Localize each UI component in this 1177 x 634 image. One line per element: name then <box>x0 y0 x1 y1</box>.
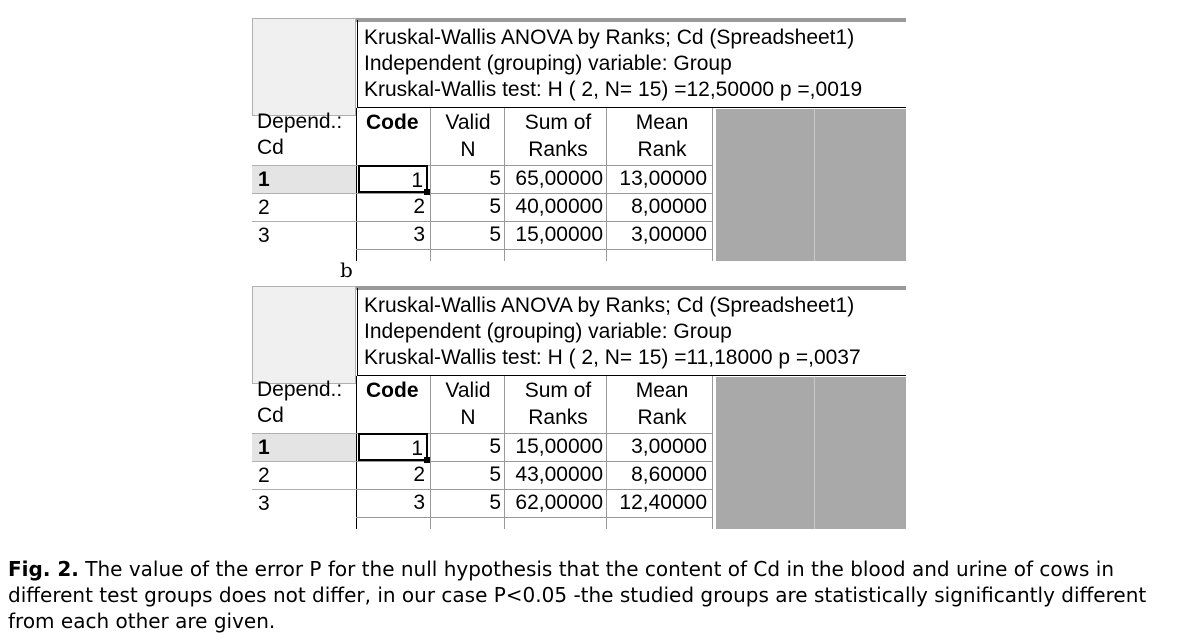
table-header <box>357 20 906 108</box>
figure-caption <box>8 556 1173 634</box>
column-header-mean-line-1: Mean <box>635 111 689 134</box>
header-line-1: Kruskal-Wallis ANOVA by Ranks; Cd (Spreadsheet1) <box>364 26 855 49</box>
table-header <box>357 288 906 376</box>
column-header-code[interactable]: Code <box>366 379 419 402</box>
cell-mean-1[interactable]: 3,00000 <box>631 435 707 458</box>
cell-mean-1[interactable]: 13,00000 <box>619 167 707 190</box>
row-label-2[interactable]: 2 <box>252 193 356 221</box>
column-header-code[interactable]: Code <box>366 111 419 134</box>
column-divider <box>712 108 713 261</box>
panel-label-b: b <box>340 258 353 282</box>
cell-mean-3[interactable]: 12,40000 <box>619 491 707 514</box>
cell-code-3[interactable]: 3 <box>413 491 425 514</box>
column-header-valid[interactable] <box>434 109 502 165</box>
header-line-1: Kruskal-Wallis ANOVA by Ranks; Cd (Spreadsheet1) <box>364 294 855 317</box>
cell-valid-2[interactable]: 5 <box>489 463 501 486</box>
column-divider <box>356 376 357 529</box>
column-divider <box>712 376 713 529</box>
depend-label-line-2: Cd <box>257 404 284 427</box>
corner-cell <box>252 18 356 116</box>
depend-label <box>257 109 342 161</box>
header-line-3: Kruskal-Wallis test: H ( 2, N= 15) =12,50000 p =,0019 <box>364 78 863 101</box>
column-header-valid-line-2: N <box>460 138 476 161</box>
cell-sum-1[interactable]: 15,00000 <box>515 435 603 458</box>
column-header-mean-line-1: Mean <box>635 379 689 402</box>
result-table-b <box>252 286 906 529</box>
row-label-2[interactable]: 2 <box>252 461 356 489</box>
cell-valid-2[interactable]: 5 <box>489 195 501 218</box>
column-header-sum-line-2: Ranks <box>528 406 588 429</box>
cell-code-2[interactable]: 2 <box>413 463 425 486</box>
depend-label-line-1: Depend.: <box>257 378 343 401</box>
depend-label-line-1: Depend.: <box>257 110 343 133</box>
column-header-valid-line-1: Valid <box>445 111 491 134</box>
header-line-3: Kruskal-Wallis test: H ( 2, N= 15) =11,18000 p =,0037 <box>364 346 861 369</box>
corner-cell <box>252 286 356 384</box>
result-table-a <box>252 18 906 261</box>
column-header-sum-line-2: Ranks <box>528 138 588 161</box>
cell-sum-3[interactable]: 15,00000 <box>515 223 603 246</box>
cell-code-1[interactable]: 1 <box>358 433 428 461</box>
column-header-sum-line-1: Sum of <box>524 111 592 134</box>
empty-gray-area <box>716 109 906 261</box>
column-header-valid-line-2: N <box>460 406 476 429</box>
cell-valid-3[interactable]: 5 <box>489 491 501 514</box>
cell-mean-2[interactable]: 8,00000 <box>631 195 707 218</box>
header-line-2: Independent (grouping) variable: Group <box>364 52 732 75</box>
cell-sum-3[interactable]: 62,00000 <box>515 491 603 514</box>
cell-valid-1[interactable]: 5 <box>489 167 501 190</box>
row-label-3[interactable]: 3 <box>252 489 356 517</box>
column-header-valid[interactable] <box>434 377 502 433</box>
cell-code-2[interactable]: 2 <box>413 195 425 218</box>
row-divider <box>356 249 712 250</box>
cell-mean-3[interactable]: 3,00000 <box>631 223 707 246</box>
column-header-mean-line-2: Rank <box>637 406 687 429</box>
column-header-mean[interactable] <box>612 377 712 433</box>
column-header-valid-line-1: Valid <box>445 379 491 402</box>
cell-valid-3[interactable]: 5 <box>489 223 501 246</box>
caption-prefix: Fig. 2. <box>8 557 79 581</box>
depend-label <box>257 377 342 429</box>
cell-sum-2[interactable]: 40,00000 <box>515 195 603 218</box>
row-divider <box>356 517 712 518</box>
row-label-1[interactable]: 1 <box>252 433 356 461</box>
cell-sum-2[interactable]: 43,00000 <box>515 463 603 486</box>
header-line-2: Independent (grouping) variable: Group <box>364 320 732 343</box>
column-header-mean-line-2: Rank <box>637 138 687 161</box>
cell-valid-1[interactable]: 5 <box>489 435 501 458</box>
empty-gray-area <box>716 377 906 529</box>
cell-code-3[interactable]: 3 <box>413 223 425 246</box>
column-header-sum[interactable] <box>508 109 608 165</box>
depend-label-line-2: Cd <box>257 136 284 159</box>
cell-sum-1[interactable]: 65,00000 <box>515 167 603 190</box>
row-label-1[interactable]: 1 <box>252 165 356 193</box>
caption-text: The value of the error P for the null hypothesis that the content of Cd in the blood and urine of cows in different test groups does not differ, in our case P<0.05 -the studied groups are statistically significantly different from each other are given. <box>8 557 1147 633</box>
column-header-sum[interactable] <box>508 377 608 433</box>
cell-mean-2[interactable]: 8,60000 <box>631 463 707 486</box>
column-divider <box>356 108 357 261</box>
column-header-mean[interactable] <box>612 109 712 165</box>
column-header-sum-line-1: Sum of <box>524 379 592 402</box>
cell-code-1[interactable]: 1 <box>358 165 428 193</box>
row-label-3[interactable]: 3 <box>252 221 356 249</box>
